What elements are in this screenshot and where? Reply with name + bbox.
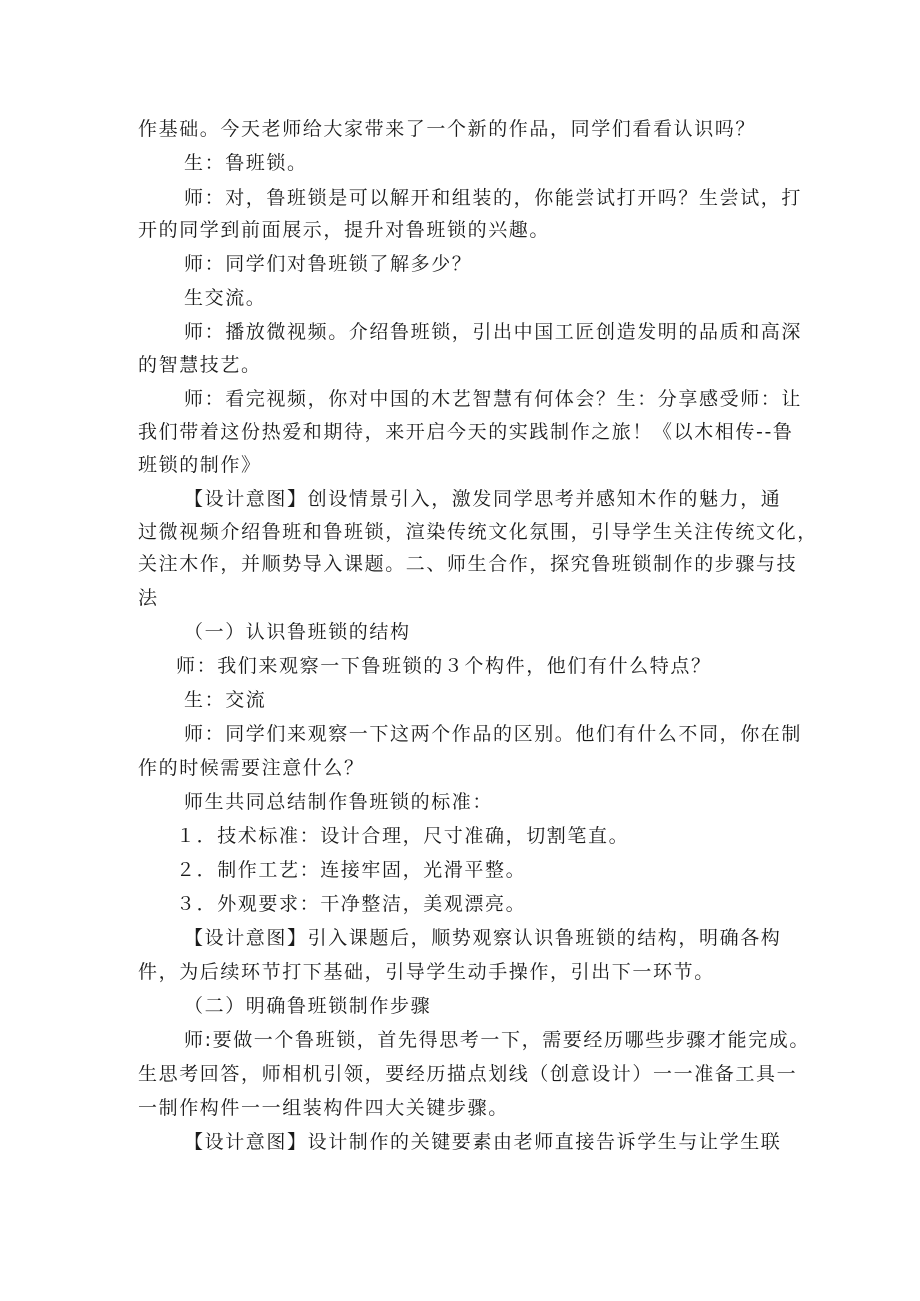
- text-line: 生：鲁班锁。: [184, 152, 308, 174]
- text-line: 一制作构件一一组装构件四大关键步骤。: [138, 1097, 509, 1119]
- text-line: 师：看完视频，你对中国的木艺智慧有何体会？生：分享感受师：让: [184, 388, 803, 410]
- section-heading: （二）明确鲁班锁制作步骤: [184, 995, 432, 1017]
- text-line: 开的同学到前面展示，提升对鲁班锁的兴趣。: [138, 219, 551, 241]
- text-line: 师：播放微视频。介绍鲁班锁，引出中国工匠创造发明的品质和高深: [184, 321, 803, 343]
- text-line: 件，为后续环节打下基础，引导学生动手操作，引出下一环节。: [138, 961, 715, 983]
- text-line: 师：对，鲁班锁是可以解开和组装的，你能尝试打开吗？生尝试，打: [184, 187, 803, 209]
- list-item: ３．外观要求：干净整洁，美观漂亮。: [176, 893, 527, 915]
- text-line: 作的时候需要注意什么？: [138, 757, 365, 779]
- text-line: 作基础。今天老师给大家带来了一个新的作品，同学们看看认识吗？: [138, 118, 757, 140]
- section-heading: （一）认识鲁班锁的结构: [184, 621, 411, 643]
- text-line: 【设计意图】创设情景引入，激发同学思考并感知木作的魅力，通: [184, 488, 782, 510]
- text-line: 我们带着这份热爱和期待，来开启今天的实践制作之旅！《以木相传--鲁: [138, 421, 794, 443]
- text-line: 法: [138, 587, 159, 609]
- text-line: 过微视频介绍鲁班和鲁班锁，渲染传统文化氛围，引导学生关注传统文化，: [138, 521, 818, 543]
- text-line: 关注木作，并顺势导入课题。二、师生合作，探究鲁班锁制作的步骤与技: [138, 553, 798, 575]
- text-line: 师生共同总结制作鲁班锁的标准：: [184, 791, 494, 813]
- text-line: 师：同学们来观察一下这两个作品的区别。他们有什么不同，你在制: [184, 723, 803, 745]
- list-item: １．技术标准：设计合理，尺寸准确，切割笔直。: [176, 825, 630, 847]
- text-line: 生交流。: [184, 287, 267, 309]
- text-line: 的智慧技艺。: [138, 354, 262, 376]
- text-line: 生：交流: [184, 689, 267, 711]
- text-line: 【设计意图】设计制作的关键要素由老师直接告诉学生与让学生联: [184, 1131, 782, 1153]
- text-line: 生思考回答，师相机引领，要经历描点划线（创意设计）一一准备工具一: [138, 1063, 798, 1085]
- text-line: 【设计意图】引入课题后，顺势观察认识鲁班锁的结构，明确各构: [184, 927, 782, 949]
- text-line: 师:要做一个鲁班锁，首先得思考一下，需要经历哪些步骤才能完成。: [184, 1029, 811, 1051]
- text-line: 师：我们来观察一下鲁班锁的３个构件，他们有什么特点？: [176, 655, 712, 677]
- list-item: ２．制作工艺：连接牢固，光滑平整。: [176, 859, 527, 881]
- text-line: 师：同学们对鲁班锁了解多少？: [184, 253, 473, 275]
- text-line: 班锁的制作》: [138, 454, 262, 476]
